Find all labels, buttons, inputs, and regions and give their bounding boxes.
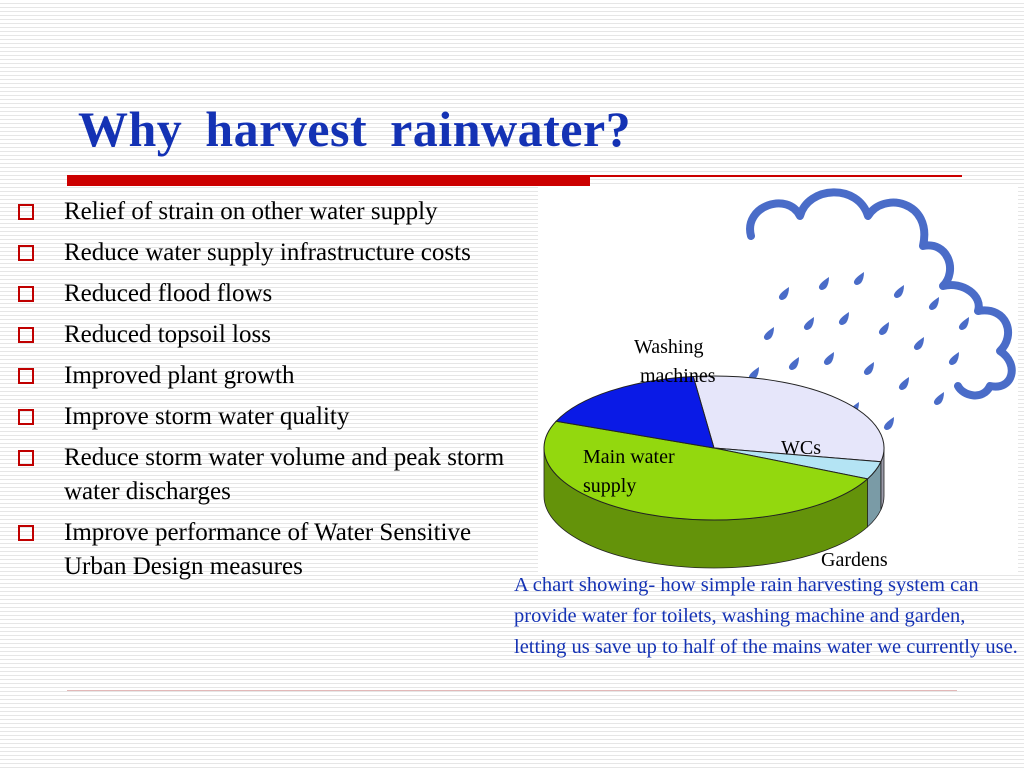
raindrop-icon — [894, 285, 904, 298]
bullet-item — [14, 516, 519, 584]
raindrop-icon — [824, 352, 834, 365]
raindrop-icon — [884, 417, 894, 430]
raindrop-icon — [764, 327, 774, 340]
pie-label-line: machines — [640, 365, 716, 387]
raindrop-icon — [914, 337, 924, 350]
checkbox-bullet-icon — [18, 286, 34, 302]
raindrop-icon — [929, 297, 939, 310]
title-underline-thin — [590, 175, 962, 177]
bullet-text: Reduce storm water volume and peak storm water discharges — [64, 444, 505, 505]
pie-label-gardens: Gardens — [821, 549, 888, 571]
raindrop-icon — [934, 392, 944, 405]
checkbox-bullet-icon — [18, 525, 34, 541]
slide-title: Why harvest rainwater? — [78, 101, 632, 157]
raindrop-icon — [959, 317, 969, 330]
bullet-text: Reduce water supply infrastructure costs — [64, 239, 471, 266]
title-underline-thick — [67, 175, 590, 186]
checkbox-bullet-icon — [18, 204, 34, 220]
raindrop-icon — [879, 322, 889, 335]
raindrop-icon — [819, 277, 829, 290]
raindrop-icon — [854, 272, 864, 285]
bullet-item — [14, 400, 519, 434]
bullet-text: Improve performance of Water Sensitive Urban Design measures — [64, 519, 472, 580]
raindrop-icon — [899, 377, 909, 390]
pie-chart — [538, 186, 1018, 572]
raindrop-icon — [839, 312, 849, 325]
raindrop-icon — [949, 352, 959, 365]
bullet-item — [14, 195, 519, 229]
bullet-text: Improved plant growth — [64, 362, 295, 389]
raindrop-icon — [789, 357, 799, 370]
bullet-item — [14, 441, 519, 509]
checkbox-bullet-icon — [18, 409, 34, 425]
bullet-list — [14, 195, 519, 591]
chart-panel — [538, 186, 1018, 572]
bullet-item — [14, 318, 519, 352]
bullet-item — [14, 236, 519, 270]
checkbox-bullet-icon — [18, 245, 34, 261]
pie-label-main-water-supply — [583, 443, 713, 501]
raindrop-icon — [779, 287, 789, 300]
checkbox-bullet-icon — [18, 368, 34, 384]
pie-label-line: Washing — [634, 336, 704, 358]
bullet-text: Relief of strain on other water supply — [64, 198, 438, 225]
bullet-text: Reduced flood flows — [64, 280, 273, 307]
bullet-item — [14, 277, 519, 311]
checkbox-bullet-icon — [18, 327, 34, 343]
pie-label-washing-machines — [634, 333, 744, 391]
checkbox-bullet-icon — [18, 450, 34, 466]
raindrop-icon — [804, 317, 814, 330]
pie-label-line: supply — [583, 475, 637, 497]
bullet-text: Reduced topsoil loss — [64, 321, 271, 348]
pie-label-line: Main water — [583, 446, 675, 468]
bottom-divider — [67, 690, 957, 691]
pie-label-wcs: WCs — [781, 437, 821, 459]
raindrop-icon — [864, 362, 874, 375]
bullet-item — [14, 359, 519, 393]
bullet-text: Improve storm water quality — [64, 403, 350, 430]
chart-caption: A chart showing- how simple rain harvesting system can provide water for toilets, washing machine and garden, letting us save up to half of the mains water we currently use. — [514, 574, 1018, 658]
